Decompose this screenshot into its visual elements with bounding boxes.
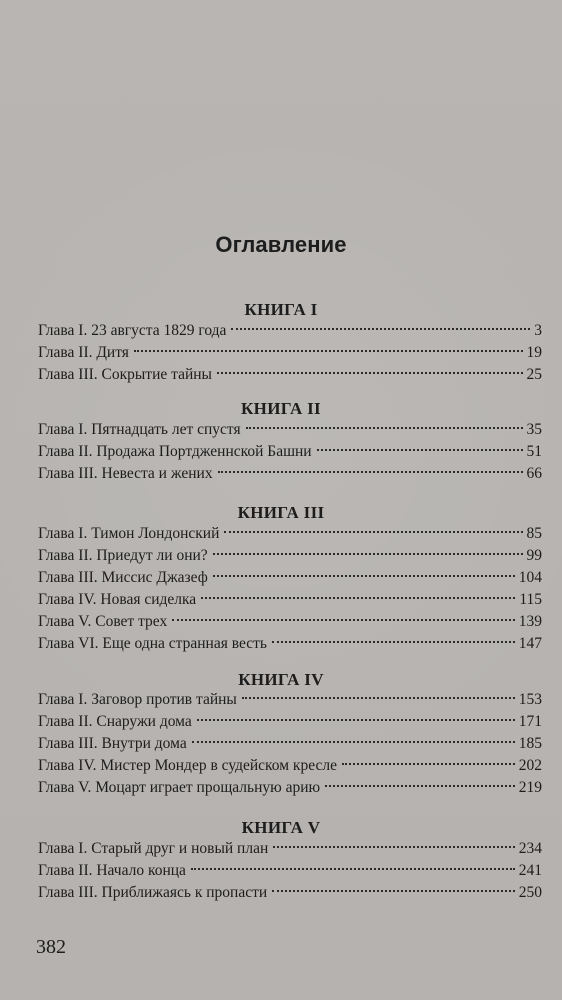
toc-entry <box>38 611 542 633</box>
toc-entry <box>38 545 542 567</box>
dot-leader <box>246 427 523 429</box>
dot-leader <box>325 785 515 787</box>
toc-entry <box>38 838 542 860</box>
toc-entry <box>38 342 542 364</box>
dot-leader <box>317 449 523 451</box>
chapter-title: Глава III. Внутри дома <box>38 735 187 752</box>
chapter-page-number: 241 <box>518 862 542 879</box>
chapter-title: Глава I. Старый друг и новый план <box>38 840 269 857</box>
chapter-title: Глава II. Приедут ли они? <box>38 547 208 564</box>
book-heading: КНИГА IV <box>238 670 324 689</box>
book-heading: КНИГА V <box>241 818 321 837</box>
dot-leader <box>197 719 515 721</box>
toc-entry <box>38 733 542 755</box>
chapter-page-number: 219 <box>518 779 542 796</box>
chapter-page-number: 234 <box>518 840 542 857</box>
toc-entry <box>38 689 542 711</box>
toc-entry <box>38 463 542 485</box>
chapter-page-number: 185 <box>518 735 542 752</box>
dot-leader <box>272 890 515 892</box>
toc-entry <box>38 711 542 733</box>
dot-leader <box>224 531 522 533</box>
chapter-page-number: 19 <box>526 344 542 361</box>
chapter-title: Глава I. 23 августа 1829 года <box>38 322 227 339</box>
toc-entry <box>38 755 542 777</box>
chapter-title: Глава III. Миссис Джазеф <box>38 569 208 586</box>
dot-leader <box>201 597 515 599</box>
toc-entry <box>38 633 542 655</box>
chapter-title: Глава III. Приближаясь к пропасти <box>38 884 268 901</box>
chapter-title: Глава II. Снаружи дома <box>38 713 192 730</box>
dot-leader <box>134 350 523 352</box>
page-title: Оглавление <box>215 232 347 257</box>
dot-leader <box>242 697 515 699</box>
book-heading: КНИГА III <box>237 503 325 522</box>
chapter-title: Глава VI. Еще одна странная весть <box>38 635 267 652</box>
chapter-page-number: 51 <box>526 443 542 460</box>
dot-leader <box>218 471 523 473</box>
dot-leader <box>191 868 515 870</box>
chapter-title: Глава III. Невеста и жених <box>38 465 213 482</box>
chapter-page-number: 25 <box>526 366 542 383</box>
book-heading: КНИГА II <box>241 399 321 418</box>
chapter-title: Глава II. Продажа Портдженнской Башни <box>38 443 312 460</box>
chapter-title: Глава III. Сокрытие тайны <box>38 366 212 383</box>
chapter-page-number: 104 <box>518 569 542 586</box>
dot-leader <box>213 553 523 555</box>
chapter-title: Глава I. Пятнадцать лет спустя <box>38 421 241 438</box>
dot-leader <box>213 575 515 577</box>
chapter-title: Глава I. Заговор против тайны <box>38 691 237 708</box>
dot-leader <box>231 328 530 330</box>
chapter-page-number: 147 <box>518 635 542 652</box>
chapter-title: Глава II. Начало конца <box>38 862 186 879</box>
toc-entry <box>38 567 542 589</box>
chapter-title: Глава V. Моцарт играет прощальную арию <box>38 779 321 796</box>
chapter-title: Глава IV. Новая сиделка <box>38 591 197 608</box>
chapter-title: Глава V. Совет трех <box>38 613 168 630</box>
dot-leader <box>217 372 523 374</box>
dot-leader <box>192 741 515 743</box>
book-heading: КНИГА I <box>244 300 318 319</box>
dot-leader <box>172 619 515 621</box>
chapter-title: Глава IV. Мистер Мондер в судейском кресле <box>38 757 337 774</box>
toc-entry <box>38 777 542 799</box>
toc-entry <box>38 419 542 441</box>
chapter-page-number: 139 <box>518 613 542 630</box>
dot-leader <box>273 846 515 848</box>
toc-entry <box>38 441 542 463</box>
toc-entry <box>38 320 542 342</box>
chapter-page-number: 3 <box>534 322 542 339</box>
chapter-page-number: 85 <box>526 525 542 542</box>
chapter-page-number: 115 <box>519 591 542 608</box>
chapter-page-number: 202 <box>518 757 542 774</box>
toc-entry <box>38 523 542 545</box>
chapter-title: Глава I. Тимон Лондонский <box>38 525 220 542</box>
chapter-title: Глава II. Дитя <box>38 344 129 361</box>
dot-leader <box>272 641 515 643</box>
chapter-page-number: 171 <box>518 713 542 730</box>
toc-entry <box>38 364 542 386</box>
chapter-page-number: 66 <box>526 465 542 482</box>
chapter-page-number: 35 <box>526 421 542 438</box>
toc-entry <box>38 860 542 882</box>
toc-entry <box>38 882 542 904</box>
chapter-page-number: 99 <box>526 547 542 564</box>
chapter-page-number: 250 <box>518 884 542 901</box>
page-number: 382 <box>36 936 66 958</box>
dot-leader <box>342 763 515 765</box>
toc-entry <box>38 589 542 611</box>
chapter-page-number: 153 <box>518 691 542 708</box>
